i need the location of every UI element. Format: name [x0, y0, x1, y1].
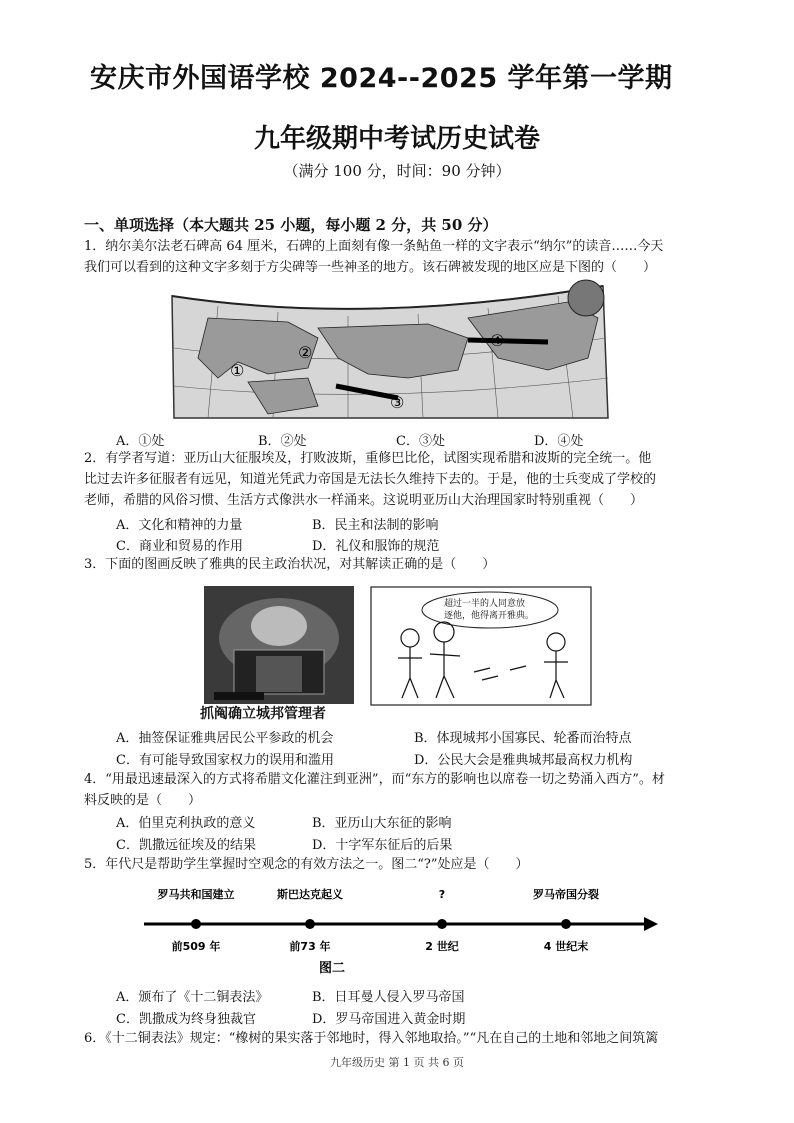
page-footer: 九年级历史 第 1 页 共 6 页	[330, 1056, 464, 1069]
q2-line3: 老师，希腊的风俗习惯、生活方式像洪水一样涌来。这说明亚历山大治理国家时特别重视（ ）	[84, 493, 644, 508]
q2-line1: 2．有学者写道：亚历山大征服埃及，打败波斯，重修巴比伦，试图实现希腊和波斯的完全统一。他	[84, 451, 652, 466]
timeline-point-2	[305, 919, 315, 929]
q1-option-b[interactable]: B．②处	[258, 434, 307, 449]
q3-option-b[interactable]: B．体现城邦小国寡民、轮番而治特点	[414, 731, 632, 746]
q5-line1: 5．年代尺是帮助学生掌握时空观念的有效方法之一。图二“?”处应是（ ）	[84, 857, 529, 872]
timeline-event-label-4: 罗马帝国分裂	[533, 888, 599, 901]
section-heading: 一、单项选择（本大题共 25 小题，每小题 2 分，共 50 分）	[84, 216, 498, 234]
q3-option-a[interactable]: A．抽签保证雅典居民公平参政的机会	[116, 731, 334, 746]
timeline-point-1	[191, 919, 201, 929]
timeline-date-label-1: 前509 年	[171, 940, 221, 953]
timeline-event-label-2: 斯巴达克起义	[277, 888, 343, 901]
q3-left-caption: 抓阄确立城邦管理者	[200, 706, 326, 722]
q3-ostracism-cartoon	[370, 586, 592, 706]
q5-timeline-figure	[140, 878, 660, 976]
q2-option-c[interactable]: C．商业和贸易的作用	[116, 539, 243, 554]
map-mark-1: ①	[230, 361, 245, 380]
timeline-event-label-3: ?	[438, 888, 446, 901]
q4-option-c[interactable]: C．凯撒远征埃及的结果	[116, 838, 256, 853]
timeline-caption: 图二	[318, 961, 346, 976]
q6-line1: 6．《十二铜表法》规定：“橡树的果实落于邻地时，得入邻地取拾。”“凡在自己的土地和邻地之间筑篱	[84, 1031, 659, 1046]
q2-option-a[interactable]: A．文化和精神的力量	[116, 518, 243, 533]
timeline-point-4	[561, 919, 571, 929]
q4-option-a[interactable]: A．伯里克利执政的意义	[116, 816, 256, 831]
timeline-date-label-2: 前73 年	[289, 940, 331, 953]
q4-option-b[interactable]: B．亚历山大东征的影响	[312, 816, 452, 831]
timeline-event-label-1: 罗马共和国建立	[157, 888, 235, 901]
q3-option-c[interactable]: C．有可能导致国家权力的误用和滥用	[116, 753, 334, 768]
q1-line1: 1．纳尔美尔法老石碑高 64 厘米，石碑的上面刻有像一条鲇鱼一样的文字表示“纳尔”的读音……今天	[84, 239, 664, 254]
q1-map-figure	[168, 278, 618, 424]
q2-line2: 比过去许多征服者有远见，知道光凭武力帝国是无法长久维持下去的。于是，他的士兵变成了学校的	[84, 472, 657, 487]
q5-option-b[interactable]: B．日耳曼人侵入罗马帝国	[312, 990, 465, 1005]
timeline-date-label-4: 4 世纪末	[543, 940, 589, 953]
q5-option-d[interactable]: D．罗马帝国进入黄金时期	[312, 1012, 466, 1027]
timeline-date-label-3: 2 世纪	[425, 940, 459, 953]
exam-school-title: 安庆市外国语学校 2024--2025 学年第一学期	[90, 63, 673, 94]
q4-line1: 4．“用最迅速最深入的方式将希腊文化灌注到亚洲”，而“东方的影响也以席卷一切之势涌入西方”。材	[84, 772, 665, 787]
q3-lottery-image	[204, 586, 354, 704]
speech-line-1: 超过一半的人同意放	[444, 599, 526, 609]
timeline-arrowhead	[644, 917, 658, 931]
map-mark-4: ④	[490, 331, 505, 350]
q1-option-a[interactable]: A．①处	[116, 434, 165, 449]
timeline-point-3	[437, 919, 447, 929]
q4-option-d[interactable]: D．十字军东征后的后果	[312, 838, 453, 853]
q2-option-b[interactable]: B．民主和法制的影响	[312, 518, 439, 533]
map-mark-3: ③	[390, 393, 405, 412]
speech-line-2: 逐他，他得离开雅典。	[444, 611, 535, 621]
q1-option-c[interactable]: C．③处	[396, 434, 445, 449]
globe-icon	[568, 280, 604, 316]
q1-line2: 我们可以看到的这种文字多刻于方尖碑等一些神圣的地方。该石碑被发现的地区应是下图的（ ）	[84, 260, 657, 275]
exam-subtitle: （满分 100 分，时间：90 分钟）	[283, 162, 511, 180]
q5-option-a[interactable]: A．颁布了《十二铜表法》	[116, 990, 269, 1005]
q3-line1: 3．下面的图画反映了雅典的民主政治状况，对其解读正确的是（ ）	[84, 557, 496, 572]
q2-option-d[interactable]: D．礼仪和服饰的规范	[312, 539, 440, 554]
q1-option-d[interactable]: D．④处	[534, 434, 584, 449]
exam-title: 九年级期中考试历史试卷	[253, 124, 540, 154]
map-mark-2: ②	[298, 343, 313, 362]
q5-option-c[interactable]: C．凯撒成为终身独裁官	[116, 1012, 256, 1027]
q4-line2: 料反映的是（ ）	[84, 793, 202, 808]
q3-option-d[interactable]: D．公民大会是雅典城邦最高权力机构	[414, 753, 633, 768]
